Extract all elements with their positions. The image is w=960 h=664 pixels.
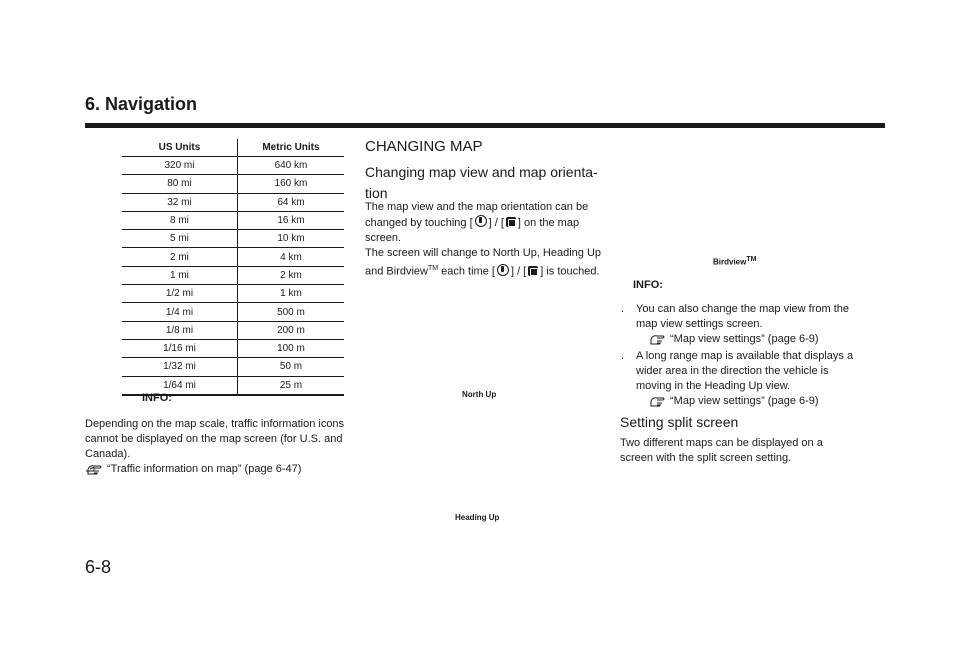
bullet-2-text: A long range map is available that displays a wider area in the direction the vehicle is moving in the Heading Up view. (636, 350, 854, 392)
paragraph-2 (365, 246, 601, 280)
paragraph-2-sep: ] / [ (510, 265, 527, 278)
trademark: TM (427, 265, 439, 272)
info-heading-right: INFO: (633, 279, 663, 291)
split-screen-text: Two different maps can be displayed on a screen with the split screen setting. (620, 437, 823, 464)
bullet-dot: . (621, 350, 625, 362)
table-cell-us-units: 5 mi (122, 230, 237, 248)
table-cell-us-units: 1/2 mi (122, 285, 237, 303)
reference-link-1[interactable] (648, 332, 819, 347)
table-cell-us-units: 1/8 mi (122, 321, 237, 339)
bullet-1-text: You can also change the map view from the map view settings screen. (636, 303, 850, 330)
table-cell-metric-units: 10 km (237, 230, 344, 248)
table-row (122, 230, 344, 248)
table-row (122, 193, 344, 211)
table-cell-us-units: 8 mi (122, 211, 237, 229)
page-header-title: 6. Navigation (85, 94, 198, 114)
header-rule (85, 123, 885, 128)
table-row (122, 339, 344, 357)
table-header-metric-units: Metric Units (237, 139, 344, 157)
reference-1-text: “Map view settings” (page 6-9) (670, 333, 819, 345)
table-cell-metric-units: 50 m (237, 358, 344, 376)
table-cell-metric-units: 200 m (237, 321, 344, 339)
reference-text: “Traffic information on map” (page 6-47) (107, 463, 302, 475)
map-view-icon (528, 266, 538, 276)
table-cell-metric-units: 4 km (237, 248, 344, 266)
table-cell-metric-units: 25 m (237, 376, 344, 395)
table-cell-us-units: 80 mi (122, 175, 237, 193)
table-cell-us-units: 1/32 mi (122, 358, 237, 376)
table-cell-metric-units: 64 km (237, 193, 344, 211)
caption-heading-up: Heading Up (455, 513, 500, 522)
table-row (122, 358, 344, 376)
table-row (122, 321, 344, 339)
paragraph-1 (365, 200, 601, 246)
reference-hand-icon (648, 396, 666, 408)
table-row (122, 175, 344, 193)
map-view-icon (506, 217, 516, 227)
info-text: Depending on the map scale, traffic information icons cannot be displayed on the map screen (for U.S. and Canada). (85, 418, 345, 460)
table-cell-us-units: 32 mi (122, 193, 237, 211)
bullet-dot: . (621, 303, 625, 315)
table-cell-metric-units: 16 km (237, 211, 344, 229)
table-cell-us-units: 320 mi (122, 157, 237, 175)
caption-birdview-tm: TM (746, 256, 757, 263)
table-cell-metric-units: 100 m (237, 339, 344, 357)
table-cell-us-units: 1/16 mi (122, 339, 237, 357)
bullet-item-2 (621, 349, 854, 394)
caption-north-up: North Up (462, 390, 497, 399)
bullet-item-1 (621, 302, 854, 332)
table-row (122, 248, 344, 266)
paragraph-2-part-c: ] is touched. (540, 265, 600, 278)
table-cell-metric-units: 1 km (237, 285, 344, 303)
paragraph-2-part-b: each time [ (438, 265, 495, 278)
table-row (122, 266, 344, 284)
map-orientation-icon (497, 264, 509, 276)
paragraph-1-part-b: ] on the map screen. (365, 217, 580, 244)
section-title: CHANGING MAP (365, 138, 483, 155)
map-scale-table (122, 139, 344, 396)
table-cell-us-units: 1/4 mi (122, 303, 237, 321)
map-orientation-icon (475, 215, 487, 227)
table-row (122, 303, 344, 321)
table-cell-metric-units: 500 m (237, 303, 344, 321)
table-cell-metric-units: 640 km (237, 157, 344, 175)
subsection-title: Changing map view and map orienta-tion (365, 164, 598, 201)
caption-birdview (713, 256, 756, 267)
table-cell-us-units: 1 mi (122, 266, 237, 284)
table-cell-metric-units: 160 km (237, 175, 344, 193)
table-cell-us-units: 2 mi (122, 248, 237, 266)
info-heading: INFO: (142, 392, 172, 404)
reference-hand-icon (85, 464, 103, 476)
table-header-row (122, 139, 344, 157)
table-header-us-units: US Units (122, 139, 237, 157)
reference-hand-icon (648, 334, 666, 346)
paragraph-1-part-a: The map view and the map orientation can be changed by touching [ (365, 201, 589, 229)
reference-link-2[interactable] (648, 394, 819, 409)
paragraph-1-sep: ] / [ (488, 217, 504, 229)
table-row (122, 157, 344, 175)
reference-link[interactable] (85, 462, 301, 477)
page-number: 6-8 (85, 557, 112, 577)
table-cell-metric-units: 2 km (237, 266, 344, 284)
table-row (122, 211, 344, 229)
caption-birdview-text: Birdview (713, 257, 747, 267)
paragraph-2-part-a: The screen will change to North Up, Heading Up and Birdview (365, 247, 602, 278)
reference-2-text: “Map view settings” (page 6-9) (670, 395, 819, 407)
table-row (122, 285, 344, 303)
table-cell-us-units: 1/64 mi (122, 376, 237, 395)
split-screen-title: Setting split screen (620, 414, 739, 430)
